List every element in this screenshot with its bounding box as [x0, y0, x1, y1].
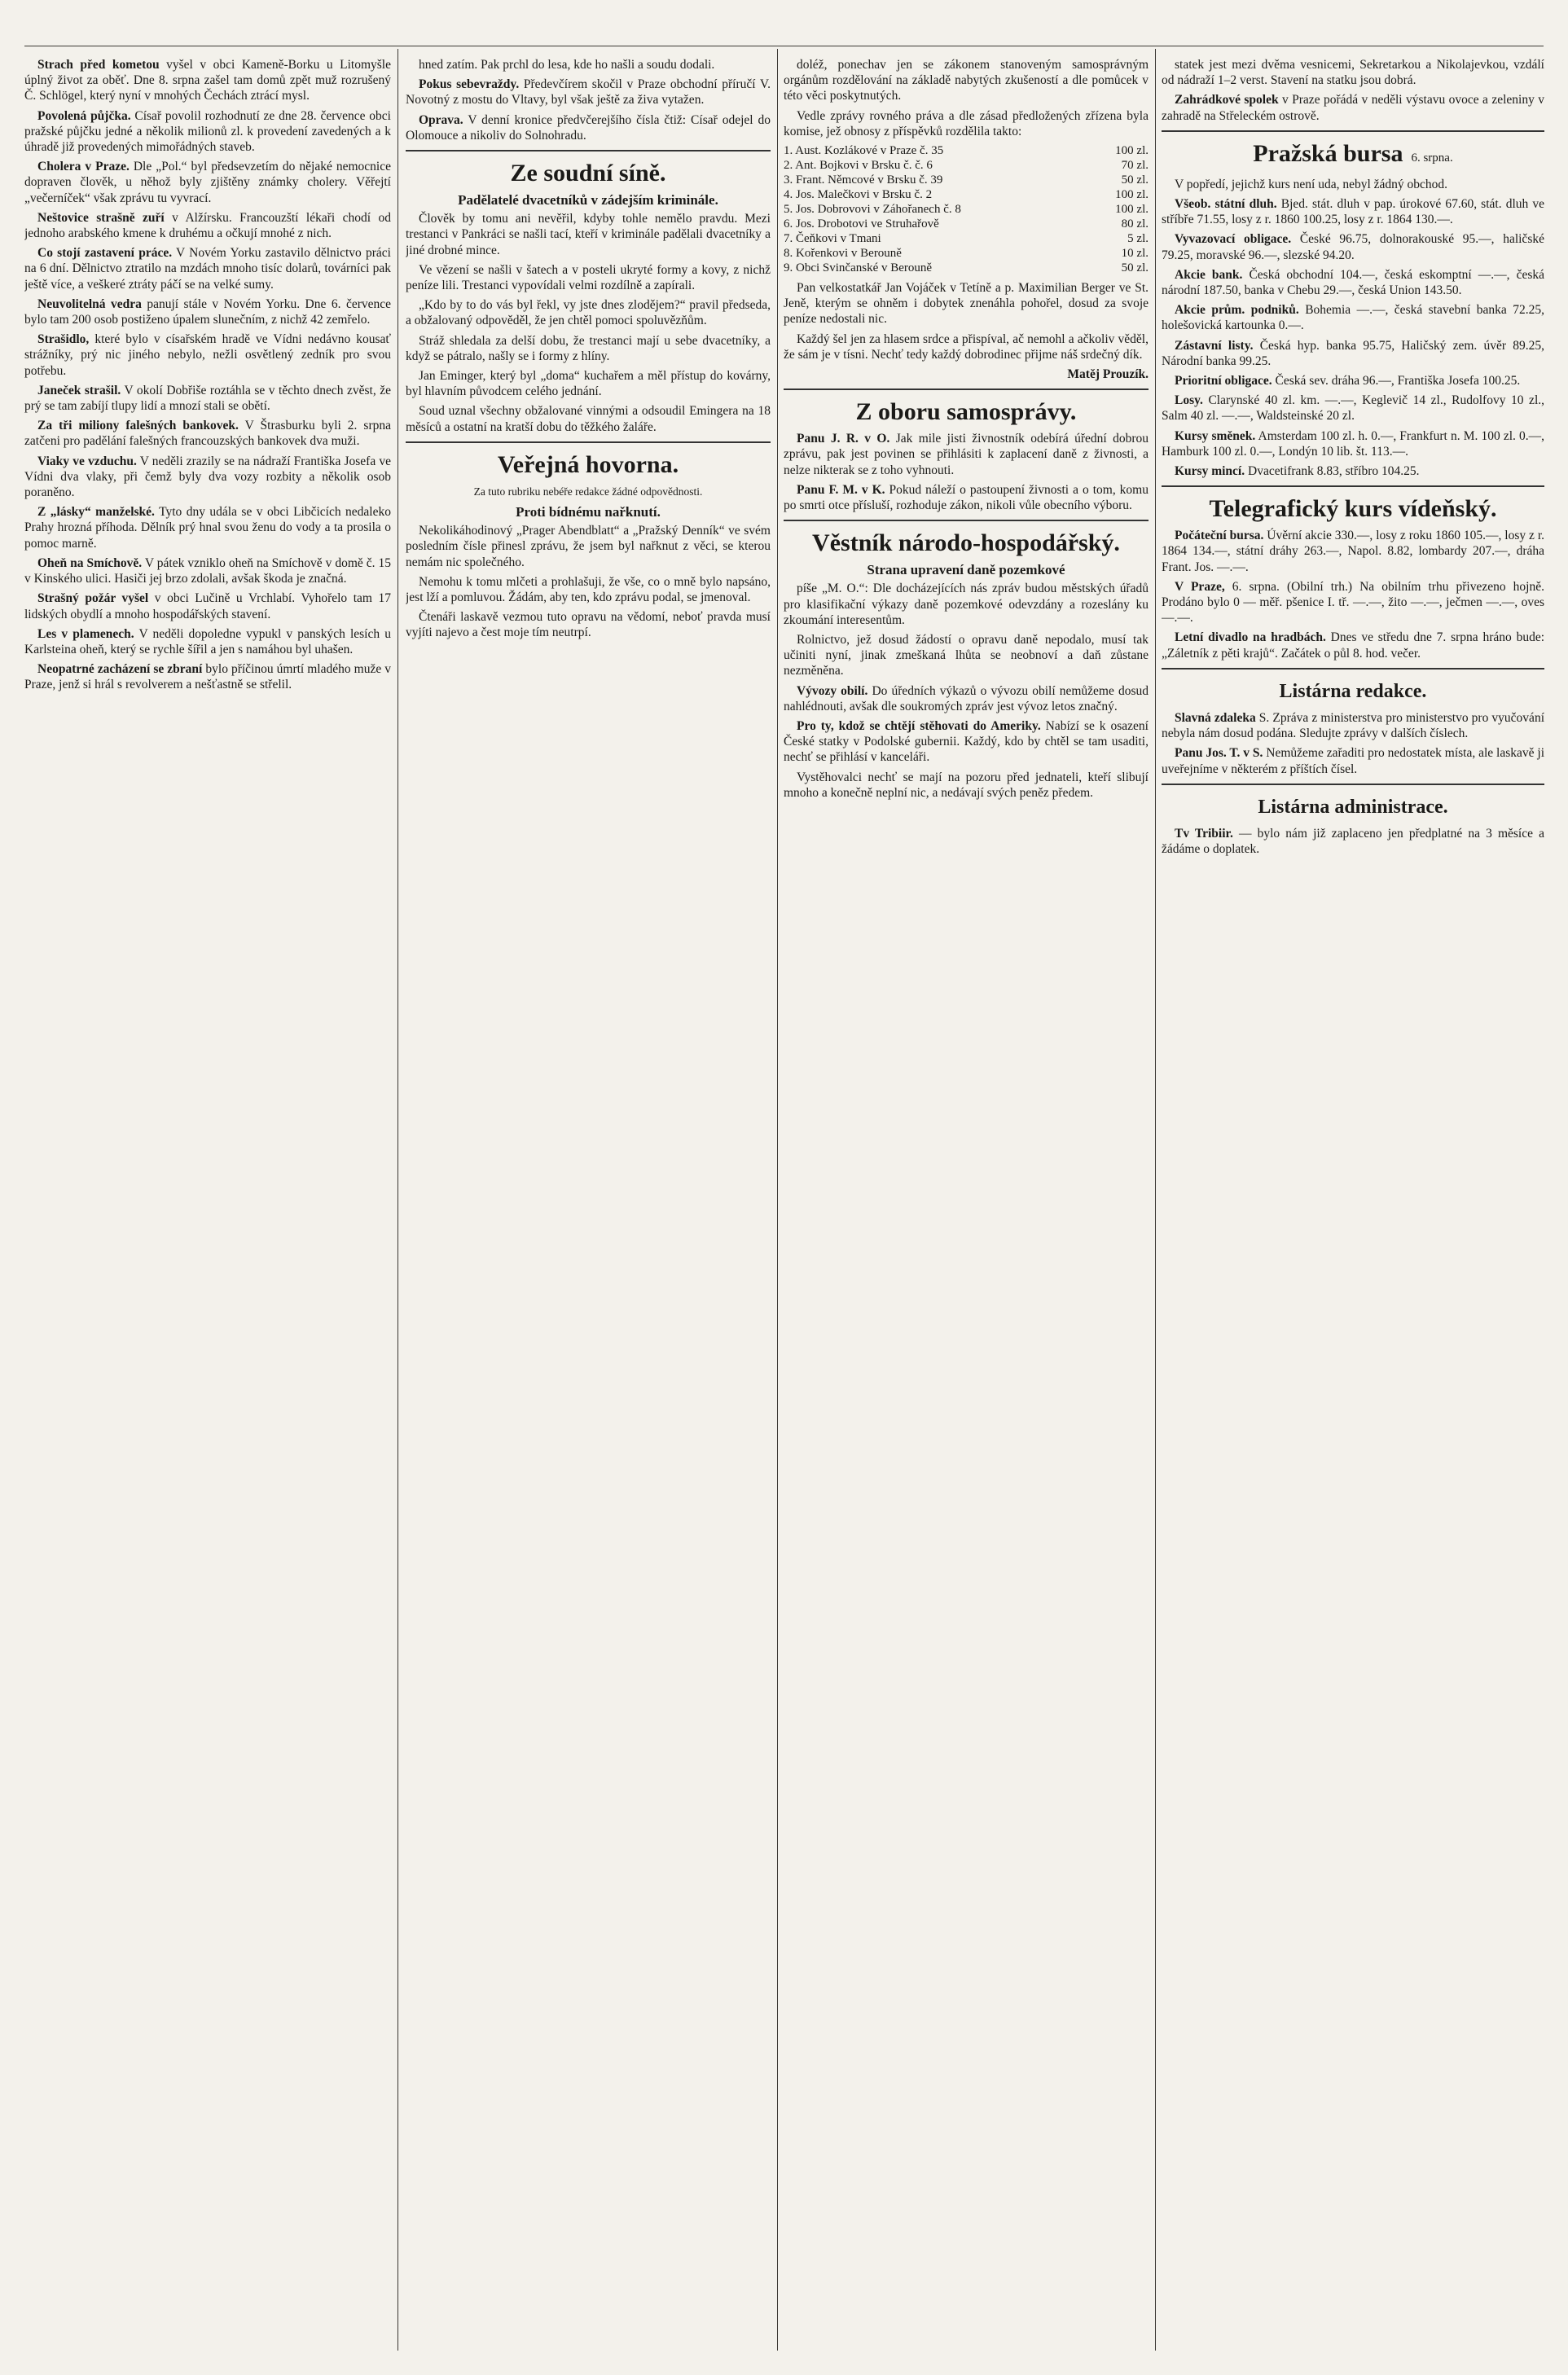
article-lead: Cholera v Praze.	[37, 160, 130, 174]
article-paragraph	[24, 159, 391, 206]
section-title-court: Ze soudní síně.	[510, 160, 666, 187]
column-divider	[777, 49, 778, 2351]
donation-label: 5. Jos. Dobrovovi v Záhořanech č. 8	[784, 203, 961, 217]
article-text: v obci Lučině u Vrchlabí. Vyhořelo tam 17 lidských obydlí a mnoho hospodářských stavení.	[24, 591, 391, 621]
article-lead: Zahrádkové spolek	[1175, 93, 1279, 108]
article-paragraph	[24, 245, 391, 292]
column-1	[24, 57, 391, 2351]
article-text: Jan Eminger, který byl „doma“ kuchařem a měl přístup do kovárny, byl hlavním původcem celého jednání.	[406, 369, 771, 399]
article-paragraph	[1162, 630, 1544, 661]
article-lead: Losy.	[1175, 393, 1203, 408]
article-text: Amsterdam 100 zl. h. 0.—, Frankfurt n. M. 100 zl. 0.—, Hamburk 100 zl. 0.—, Londýn 10 lib. št. 113.—.	[1162, 428, 1544, 459]
article-lead: Oheň na Smíchově.	[37, 555, 143, 570]
article-paragraph	[1162, 92, 1544, 123]
donation-label: 3. Frant. Němcové v Brsku č. 39	[784, 173, 943, 187]
article-paragraph	[1162, 745, 1544, 776]
article-text: Pokud náleží o pastoupení živnosti a o tom, komu po smrti otce přísluší, rozhoduje zákon, nikoli vůle obecního výboru.	[784, 482, 1149, 513]
donation-item	[784, 143, 1149, 158]
donation-amount: 5 zl.	[1127, 232, 1149, 246]
donation-amount: 50 zl.	[1121, 261, 1149, 275]
article-text: V pátek vzniklo oheň na Smíchově v domě č. 15 v Kinského ulici. Hasiči jej brzo zdolali, avšak škoda je značná.	[24, 555, 391, 586]
section-rule	[406, 150, 771, 151]
article-paragraph	[1162, 231, 1544, 262]
donation-item	[784, 173, 1149, 187]
section-rule	[784, 520, 1149, 521]
article-text: které bylo v císařském hradě ve Vídni nedávno kousať strážníky, prý nic jiného nebylo, nežli osvětlený zedník pro svou potřebu.	[24, 332, 391, 378]
section-title-selfgov: Z oboru samosprávy.	[855, 398, 1077, 426]
section-subtitle-economy: Strana upravení daně pozemkové	[867, 562, 1065, 578]
article-lead: Počáteční bursa.	[1175, 529, 1264, 543]
article-paragraph	[406, 368, 771, 399]
article-text: Bjed. stát. dluh v pap. úrokové 67.60, stát. dluh ve stříbře 71.55, losy z r. 1860 100.25, losy z r. 1864 130.—.	[1162, 197, 1544, 227]
article-paragraph	[406, 403, 771, 434]
article-text: bylo příčinou úmrtí mladého muže v Praze, jenž si hrál s revolverem a nešťastně se střelil.	[24, 662, 391, 692]
article-paragraph	[24, 296, 391, 327]
article-paragraph	[1162, 428, 1544, 459]
section-title-telegraph: Telegrafický kurs vídeňský.	[1209, 495, 1497, 523]
article-paragraph	[406, 77, 771, 108]
article-text: Clarynské 40 zl. km. —.—, Keglevič 14 zl., Rudolfovy 10 zl., Salm 40 zl. —.—, Waldsteinské 20 zl.	[1162, 393, 1544, 424]
article-lead: Panu F. M. v K.	[797, 482, 885, 497]
article-lead: Neuvolitelná vedra	[37, 296, 142, 311]
article-lead: Neopatrné zacházení se zbraní	[37, 662, 203, 677]
article-text: V Štrasburku byli 2. srpna zatčeni pro padělání falešných francouzských bankovek dva muži.	[24, 419, 391, 449]
article-lead: Vyvazovací obligace.	[1175, 232, 1292, 247]
article-paragraph	[784, 683, 1149, 714]
article-text: V okolí Dobřiše roztáhla se v těchto dnech zvěst, že prý se tam zabíjí tlupy lidí a mnozí stali se obětí.	[24, 383, 391, 414]
article-text: 6. srpna. (Obilní trh.) Na obilním trhu přivezeno hojně. Prodáno bylo 0 — měř. pšenice I. tř. —.—, žito —.—, ječmen —.—, oves —.—.	[1162, 579, 1544, 626]
article-text: Česká sev. dráha 96.—, Františka Josefa 100.25.	[1272, 374, 1521, 389]
column-divider	[397, 49, 398, 2351]
section-rule	[1162, 130, 1544, 132]
section-rule	[1162, 784, 1544, 785]
article-paragraph	[1162, 710, 1544, 741]
article-lead: Panu Jos. T. v S.	[1175, 746, 1263, 761]
section-subtitle-court: Padělatelé dvacetníků v zádejším kriminále.	[458, 192, 718, 209]
article-paragraph	[1162, 196, 1544, 227]
article-text: V denní kronice předvčerejšího čísla čtiž: Císař odejel do Olomouce a nikoliv do Solnohradu.	[406, 112, 771, 143]
article-text: V Novém Yorku zastavilo dělnictvo práci na 6 dní. Dělnictvo ztratilo na mzdách mnoho tisíc dolarů, továrníci pak ještě více, a veškeré ztráty páčí se na velké sumy.	[24, 246, 391, 292]
article-paragraph	[24, 555, 391, 586]
article-paragraph	[406, 211, 771, 258]
article-text: Čtenáři laskavě vezmou tuto opravu na vědomí, neboť pravda musí vyjíti najevo a čest moje tím neutrpí.	[406, 610, 771, 640]
article-text: Jak mile jisti živnostník odebírá úřední dobrou zprávu, pak jest povinen se přihlásiti k zaplacení daně z živnosti, a nelze nikterak se z toho vyhnouti.	[784, 432, 1149, 477]
section-title-bourse: Pražská bursa	[1253, 139, 1403, 167]
article-text: Nekolikáhodinový „Prager Abendblatt“ a „Pražský Denník“ ve svém posledním čísle přinesl zprávu, že jsem byl nařknut z věci, se kterou nemám nic společného.	[406, 524, 771, 569]
article-lead: V Praze,	[1175, 579, 1225, 594]
donation-amount: 100 zl.	[1115, 144, 1149, 158]
article-text: hned zatím. Pak prchl do lesa, kde ho našli a soudu dodali.	[419, 58, 715, 72]
section-note-public: Za tuto rubriku nebéře redakce žádné odpovědnosti.	[473, 485, 703, 498]
article-lead: Les v plamenech.	[37, 626, 134, 641]
donation-label: 9. Obci Svinčanské v Berouně	[784, 261, 933, 275]
article-paragraph	[784, 331, 1149, 362]
donation-item	[784, 231, 1149, 246]
donation-amount: 100 zl.	[1115, 188, 1149, 202]
article-paragraph	[24, 383, 391, 414]
article-text: Do úředních výkazů o vývozu obilí nemůžeme dosud nahlédnouti, avšak dle soukromých zpráv jest vývoz letos značný.	[784, 683, 1149, 713]
article-lead: Strach před kometou	[37, 58, 160, 72]
donation-item	[784, 261, 1149, 275]
article-lead: Strašidlo,	[37, 332, 90, 347]
article-text: Nabízí se k osazení České statky v Podolské gubernii. Každý, kdo by chtěl se tam usaditi, nechť se přihlásí v kanceláři.	[784, 719, 1149, 765]
article-text: Vystěhovalci nechť se mají na pozoru před jednateli, kteří slibují mnoho a konečně neplní nic, a nedávají svých peněz předem.	[784, 770, 1149, 800]
signature: Matěj Prouzík.	[1067, 367, 1149, 382]
article-lead: Strašný požár vyšel	[37, 591, 149, 606]
article-paragraph	[24, 57, 391, 104]
article-lead: Akcie bank.	[1175, 267, 1243, 282]
article-text: doléž, ponechav jen se zákonem stanoveným samosprávným orgánům rozdělování na základě nabytých zkušeností a dle pomůcek v této věci poskytnutých.	[784, 58, 1149, 103]
article-paragraph	[24, 210, 391, 241]
article-paragraph	[406, 112, 771, 143]
article-paragraph	[1162, 302, 1544, 333]
article-text: V neděli dopoledne vypukl v panských lesích u Karlsteina oheň, který se rychle šířil a jen s namáhou byl uhašen.	[24, 626, 391, 656]
article-text: Úvěrní akcie 330.—, losy z roku 1860 105.—, losy z r. 1864 134.—, státní dráhy 263.—, Napol. 8.82, lombardy 207.—, dráha Frant. Jos. —.—.	[1162, 529, 1544, 574]
article-text: Pan velkostatkář Jan Vojáček v Tetíně a p. Maximilian Berger ve St. Jeně, kterým se ohněm i dobytek znenáhla pohořel, dosud za svoje peníze nedostali nic.	[784, 281, 1149, 327]
section-title-admin: Listárna administrace.	[1258, 796, 1448, 818]
section-title-economy: Věstník národo-hospodářský.	[812, 529, 1120, 557]
article-paragraph	[784, 632, 1149, 679]
article-paragraph	[406, 609, 771, 640]
bourse-date: 6. srpna.	[1411, 151, 1453, 165]
article-lead: Co stojí zastavení práce.	[37, 246, 173, 261]
donation-label: 4. Jos. Malečkovi v Brsku č. 2	[784, 188, 933, 202]
section-title-bourse-wrap	[1162, 140, 1544, 172]
article-text: — bylo nám již zaplaceno jen předplatné na 3 měsíce a žádáme o doplatek.	[1162, 826, 1544, 856]
article-lead: Zástavní listy.	[1175, 338, 1254, 353]
article-lead: Slavná zdaleka	[1175, 710, 1256, 725]
donation-label: 2. Ant. Bojkovi v Brsku č. č. 6	[784, 159, 933, 173]
donation-item	[784, 202, 1149, 217]
article-text: Rolnictvo, jež dosud žádostí o opravu daně nepodalo, musí tak učiniti nyní, jinak zmeškaná lhůta se neobnoví a daň zůstane nezměněna.	[784, 633, 1149, 678]
article-paragraph	[24, 108, 391, 156]
article-text: Nemůžeme zařaditi pro nedostatek místa, ale laskavě ji uveřejníme v některém z příštích čísel.	[1162, 746, 1544, 776]
article-text: Dnes ve středu dne 7. srpna hráno bude: „Záletník z pěti krajů“. Začátek o půl 8. hod. večer.	[1162, 630, 1544, 661]
article-paragraph	[1162, 57, 1544, 88]
article-paragraph	[784, 581, 1149, 628]
article-paragraph	[406, 57, 771, 72]
section-rule	[406, 441, 771, 443]
article-text: v Praze pořádá v neděli výstavu ovoce a zeleniny v zahradě na Střeleckém ostrově.	[1162, 93, 1544, 123]
article-paragraph	[1162, 579, 1544, 626]
donation-item	[784, 246, 1149, 261]
article-paragraph	[406, 262, 771, 293]
article-lead: Prioritní obligace.	[1175, 374, 1272, 389]
article-text: Nemohu k tomu mlčeti a prohlašuji, že vše, co o mně bylo napsáno, jest lží a pomluvou. Žádám, aby ten, kdo zprávu podal, se jmenoval.	[406, 574, 771, 605]
column-4	[1162, 57, 1544, 2351]
article-text: V popředí, jejichž kurs není uda, nebyl žádný obchod.	[1175, 177, 1448, 191]
article-paragraph	[784, 770, 1149, 801]
article-paragraph	[24, 626, 391, 657]
article-lead: Letní divadlo na hradbách.	[1175, 630, 1326, 645]
article-text: Člověk by tomu ani nevěřil, kdyby tohle nemělo pravdu. Mezi trestanci v Pankráci se našli tací, kteří v kriminále padělali dvacetníky a jiné drobné mince.	[406, 212, 771, 257]
donation-label: 7. Čeňkovi v Tmani	[784, 232, 881, 246]
article-text: píše „M. O.“: Dle docházejících nás zpráv budou městských úřadů pro klasifikační výkazy daně pozemkové odevzdány a rozeslány ku zkoumání interesentům.	[784, 582, 1149, 627]
article-lead: Neštovice strašně zuří	[37, 210, 165, 225]
article-lead: Za tři miliony falešných bankovek.	[37, 419, 239, 433]
article-text: Stráž shledala za delší dobu, že trestanci mají u sebe dvacetníky, a když se pátralo, našly se i formy z hlíny.	[406, 333, 771, 363]
article-lead: Akcie prům. podniků.	[1175, 303, 1299, 318]
article-text: Dle „Pol.“ byl předsevzetím do nějaké nemocnice dopraven člověk, u něhož byly zjištěny známky cholery. Věřejtí „večerníček“ však zprávu tu vyvrací.	[24, 160, 391, 205]
donation-label: 1. Aust. Kozlákové v Praze č. 35	[784, 144, 944, 158]
article-paragraph	[406, 333, 771, 364]
column-2	[406, 57, 771, 2351]
article-paragraph	[24, 590, 391, 621]
article-paragraph	[1162, 267, 1544, 298]
article-lead: Z „lásky“ manželské.	[37, 505, 155, 520]
donation-item	[784, 217, 1149, 231]
donation-amount: 100 zl.	[1115, 203, 1149, 217]
donation-amount: 50 zl.	[1121, 173, 1149, 187]
article-lead: Všeob. státní dluh.	[1175, 197, 1277, 212]
article-paragraph	[784, 482, 1149, 513]
article-paragraph	[406, 523, 771, 570]
article-text: Bohemia —.—, česká stavební banka 72.25, holešovická kartounka 0.—.	[1162, 303, 1544, 333]
article-text: Ve vězení se našli v šatech a v posteli ukryté formy a kovy, z nichž peníze lili. Trestanci vypovídali velmi rozdílně a zapírali.	[406, 262, 771, 293]
donation-list	[784, 143, 1149, 275]
section-title-public: Veřejná hovorna.	[497, 450, 679, 478]
donation-amount: 80 zl.	[1121, 217, 1149, 231]
article-text: statek jest mezi dvěma vesnicemi, Sekretarkou a Nikolajevkou, vzdálí od nádraží 1–2 verst. Stavení na statku jsou dobrá.	[1162, 58, 1544, 88]
article-text: v Alžírsku. Francouzští lékaři chodí od jednoho arabského kmene k druhému a očkují mnohé z nich.	[24, 210, 391, 241]
donation-item	[784, 158, 1149, 173]
article-paragraph	[784, 280, 1149, 327]
article-paragraph	[1162, 373, 1544, 389]
donation-label: 6. Jos. Drobotovi ve Struhařově	[784, 217, 939, 231]
article-lead: Pro ty, kdož se chtějí stěhovati do Ameriky.	[797, 719, 1041, 734]
article-paragraph	[406, 297, 771, 328]
article-text: Císař povolil rozhodnutí ze dne 28. července obci pražské půjčku jedné a několik milionů zl. k provedení zavedených a k úhradě již provedených mimořádných staveb.	[24, 108, 391, 155]
article-text: Česká obchodní 104.—, česká eskomptní —.—, česká národní 187.50, banka v Chebu 29.—, česká Union 143.50.	[1162, 267, 1544, 298]
section-title-editorial: Listárna redakce.	[1279, 680, 1427, 702]
column-divider	[1155, 49, 1156, 2351]
article-text: „Kdo by to do vás byl řekl, vy jste dnes zlodějem?“ pravil předseda, a obžalovaný odpověděl, že jen chtěl pomoci spoluvězňům.	[406, 298, 771, 328]
article-lead: Viaky ve vzduchu.	[37, 454, 137, 468]
article-text: Vedle zprávy rovného práva a dle zásad předložených zřízena byla komise, jež obnosy z příspěvků rozdělila takto:	[784, 108, 1149, 138]
article-lead: Povolená půjčka.	[37, 108, 131, 123]
article-lead: Panu J. R. v O.	[797, 432, 890, 446]
article-text: Předevčírem skočil v Praze obchodní příručí V. Novotný z mostu do Vltavy, byl však ještě za živa vytažen.	[406, 77, 771, 108]
article-lead: Kursy směnek.	[1175, 428, 1256, 443]
article-paragraph	[784, 431, 1149, 478]
article-paragraph	[1162, 338, 1544, 369]
article-paragraph	[784, 718, 1149, 766]
article-text: panují stále v Novém Yorku. Dne 6. července bylo tam 200 osob postiženo úpalem slunečním, z nichž 42 zemřelo.	[24, 296, 391, 327]
article-text: S. Zpráva z ministerstva pro ministerstvo pro vyučování nebyla nám dosud podána. Sledujte zprávy v dalších číslech.	[1162, 710, 1544, 741]
article-text: vyšel v obci Kameně-Borku u Litomyšle úplný život za oběť. Dne 8. srpna zašel tam domů zpět muž rozrušený Č. Schlögel, který nyní v mnohých Čechách ztrácí mysl.	[24, 58, 391, 103]
article-paragraph	[1162, 393, 1544, 424]
page-top-border	[24, 24, 1544, 46]
article-lead: Oprava.	[419, 112, 463, 127]
article-text: České 96.75, dolnorakouské 95.—, haličské 79.25, moravské 96.—, slezské 94.20.	[1162, 232, 1544, 262]
article-lead: Vývozy obilí.	[797, 683, 868, 698]
donation-amount: 70 zl.	[1121, 159, 1149, 173]
article-paragraph	[24, 454, 391, 501]
article-paragraph	[24, 661, 391, 692]
column-3	[784, 57, 1149, 2351]
article-lead: Janeček strašil.	[37, 383, 121, 397]
article-paragraph	[784, 57, 1149, 104]
article-paragraph	[24, 331, 391, 379]
section-subtitle-public: Proti bídnému nařknutí.	[516, 504, 661, 520]
article-paragraph	[24, 418, 391, 449]
section-rule	[1162, 668, 1544, 669]
donation-label: 8. Kořenkovi v Berouně	[784, 247, 902, 261]
article-paragraph	[784, 108, 1149, 139]
article-lead: Tv Tribiir.	[1175, 826, 1233, 841]
donation-item	[784, 187, 1149, 202]
article-paragraph	[1162, 528, 1544, 575]
article-text: Dvacetifrank 8.83, stříbro 104.25.	[1245, 464, 1420, 479]
article-paragraph	[1162, 463, 1544, 479]
article-text: Soud uznal všechny obžalované vinnými a odsoudil Emingera na 18 měsíců a ostatní na kratší dobu do těžkého žaláře.	[406, 404, 771, 434]
article-text: Každý šel jen za hlasem srdce a přispíval, ač nemohl a ačkoliv věděl, že sám je v tísni. Nechť tedy každý dobrodinec přijme náš srdečný dík.	[784, 331, 1149, 362]
article-lead: Pokus sebevraždy.	[419, 77, 520, 92]
article-lead: Kursy mincí.	[1175, 464, 1245, 479]
section-rule	[1162, 485, 1544, 487]
article-text: V neděli zrazily se na nádraží Františka Josefa ve Vídni dva vlaky, při čemž byly dva vozy rozbity a několik osob poraněno.	[24, 454, 391, 500]
section-rule	[784, 389, 1149, 390]
article-paragraph	[1162, 826, 1544, 857]
article-text: Tyto dny udála se v obci Libčicích nedaleko Prahy hrozná příhoda. Dělník prý hnal svou ženu do vody a ta prosila o pomoc marně.	[24, 505, 391, 551]
donation-amount: 10 zl.	[1121, 247, 1149, 261]
article-paragraph	[406, 574, 771, 605]
article-paragraph	[1162, 177, 1544, 192]
article-paragraph	[24, 504, 391, 551]
article-text: Česká hyp. banka 95.75, Haličský zem. úvěr 89.25, Národní banka 99.25.	[1162, 338, 1544, 368]
